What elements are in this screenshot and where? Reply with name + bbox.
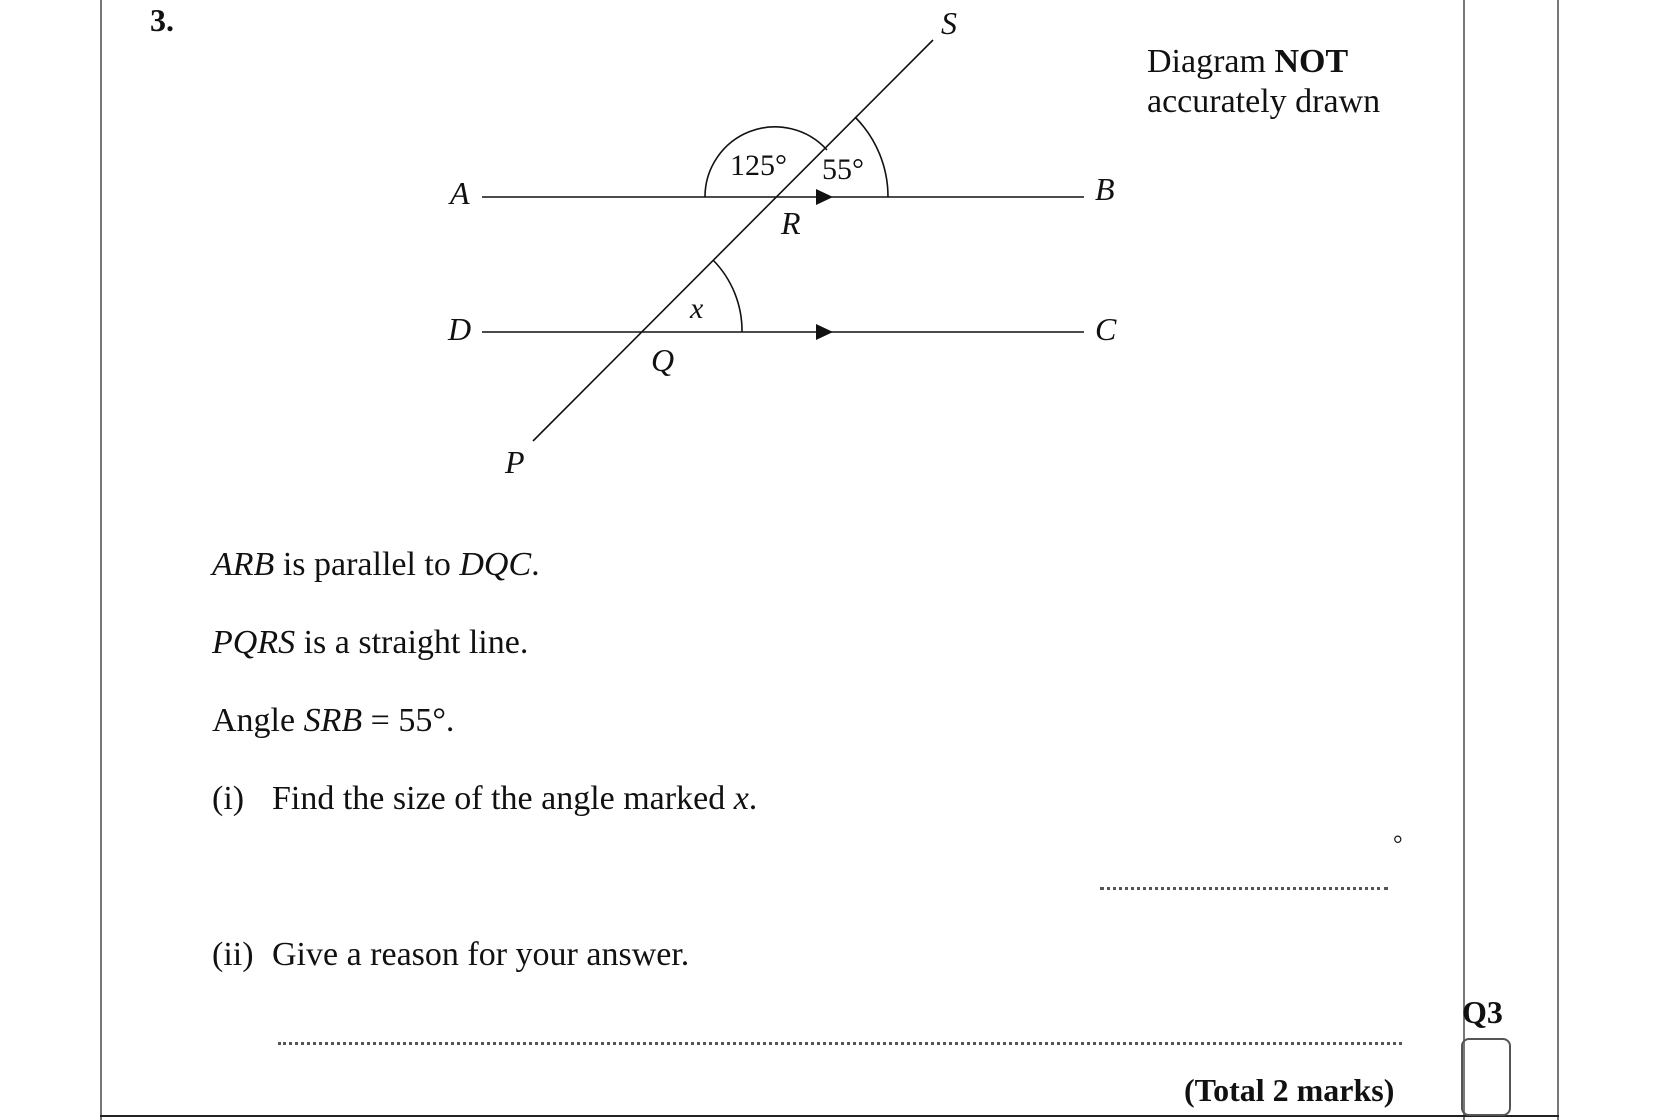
label-point-r: R (781, 205, 801, 241)
question-label: Q3 (1462, 994, 1503, 1030)
answer-degree-symbol: ° (1393, 832, 1403, 858)
mark-box (1461, 1038, 1511, 1116)
part-ii-label: (ii) (212, 936, 254, 973)
label-point-s: S (941, 5, 957, 41)
part-i-variable: x (733, 780, 749, 817)
part-i-text: Find the size of the angle marked (272, 780, 734, 817)
parallel-arrow-dc (816, 324, 833, 340)
question-number: 3. (150, 2, 174, 38)
parallel-arrow-ab (816, 189, 833, 205)
statement-angle-srb (212, 702, 454, 740)
diagram-note-text: Diagram (1147, 43, 1266, 80)
label-point-p: P (505, 444, 525, 480)
label-point-a: A (450, 175, 470, 211)
diagram-note-text-2: accurately drawn (1147, 83, 1381, 120)
margin-border (1463, 0, 1465, 1120)
label-angle-125: 125° (730, 149, 787, 182)
statement-text: Angle (212, 702, 304, 739)
answer-line-ii[interactable] (278, 1042, 1402, 1045)
label-point-q: Q (651, 342, 675, 378)
part-ii-text: Give a reason for your answer. (272, 936, 690, 973)
segment-dqc: DQC (459, 546, 532, 583)
statement-parallel (212, 546, 540, 584)
statement-value: = 55°. (362, 702, 455, 739)
total-marks: (Total 2 marks) (1184, 1072, 1395, 1108)
angle-name-srb: SRB (303, 702, 363, 739)
part-i-period: . (748, 780, 758, 817)
label-point-b: B (1095, 171, 1115, 207)
part-i-label: (i) (212, 780, 245, 817)
segment-arb: ARB (212, 546, 275, 583)
label-point-c: C (1095, 311, 1117, 347)
label-point-d: D (448, 311, 472, 347)
statement-period: . (531, 546, 540, 583)
geometry-diagram (0, 0, 1160, 500)
arc-angle-x (713, 260, 742, 332)
part-i-question (212, 780, 757, 818)
label-angle-55: 55° (822, 153, 864, 186)
page-border-right (1557, 0, 1559, 1120)
label-angle-x: x (690, 292, 704, 325)
part-ii-question (212, 936, 689, 974)
diagram-note (1147, 42, 1380, 122)
statement-straight-line (212, 624, 528, 662)
diagram-note-not: NOT (1274, 43, 1349, 80)
statement-text: is parallel to (274, 546, 460, 583)
segment-pqrs: PQRS (212, 624, 296, 661)
answer-line-i[interactable] (1100, 887, 1388, 890)
statement-text: is a straight line. (295, 624, 529, 661)
page-border-bottom (100, 1115, 1559, 1117)
line-pqrs (533, 40, 933, 441)
